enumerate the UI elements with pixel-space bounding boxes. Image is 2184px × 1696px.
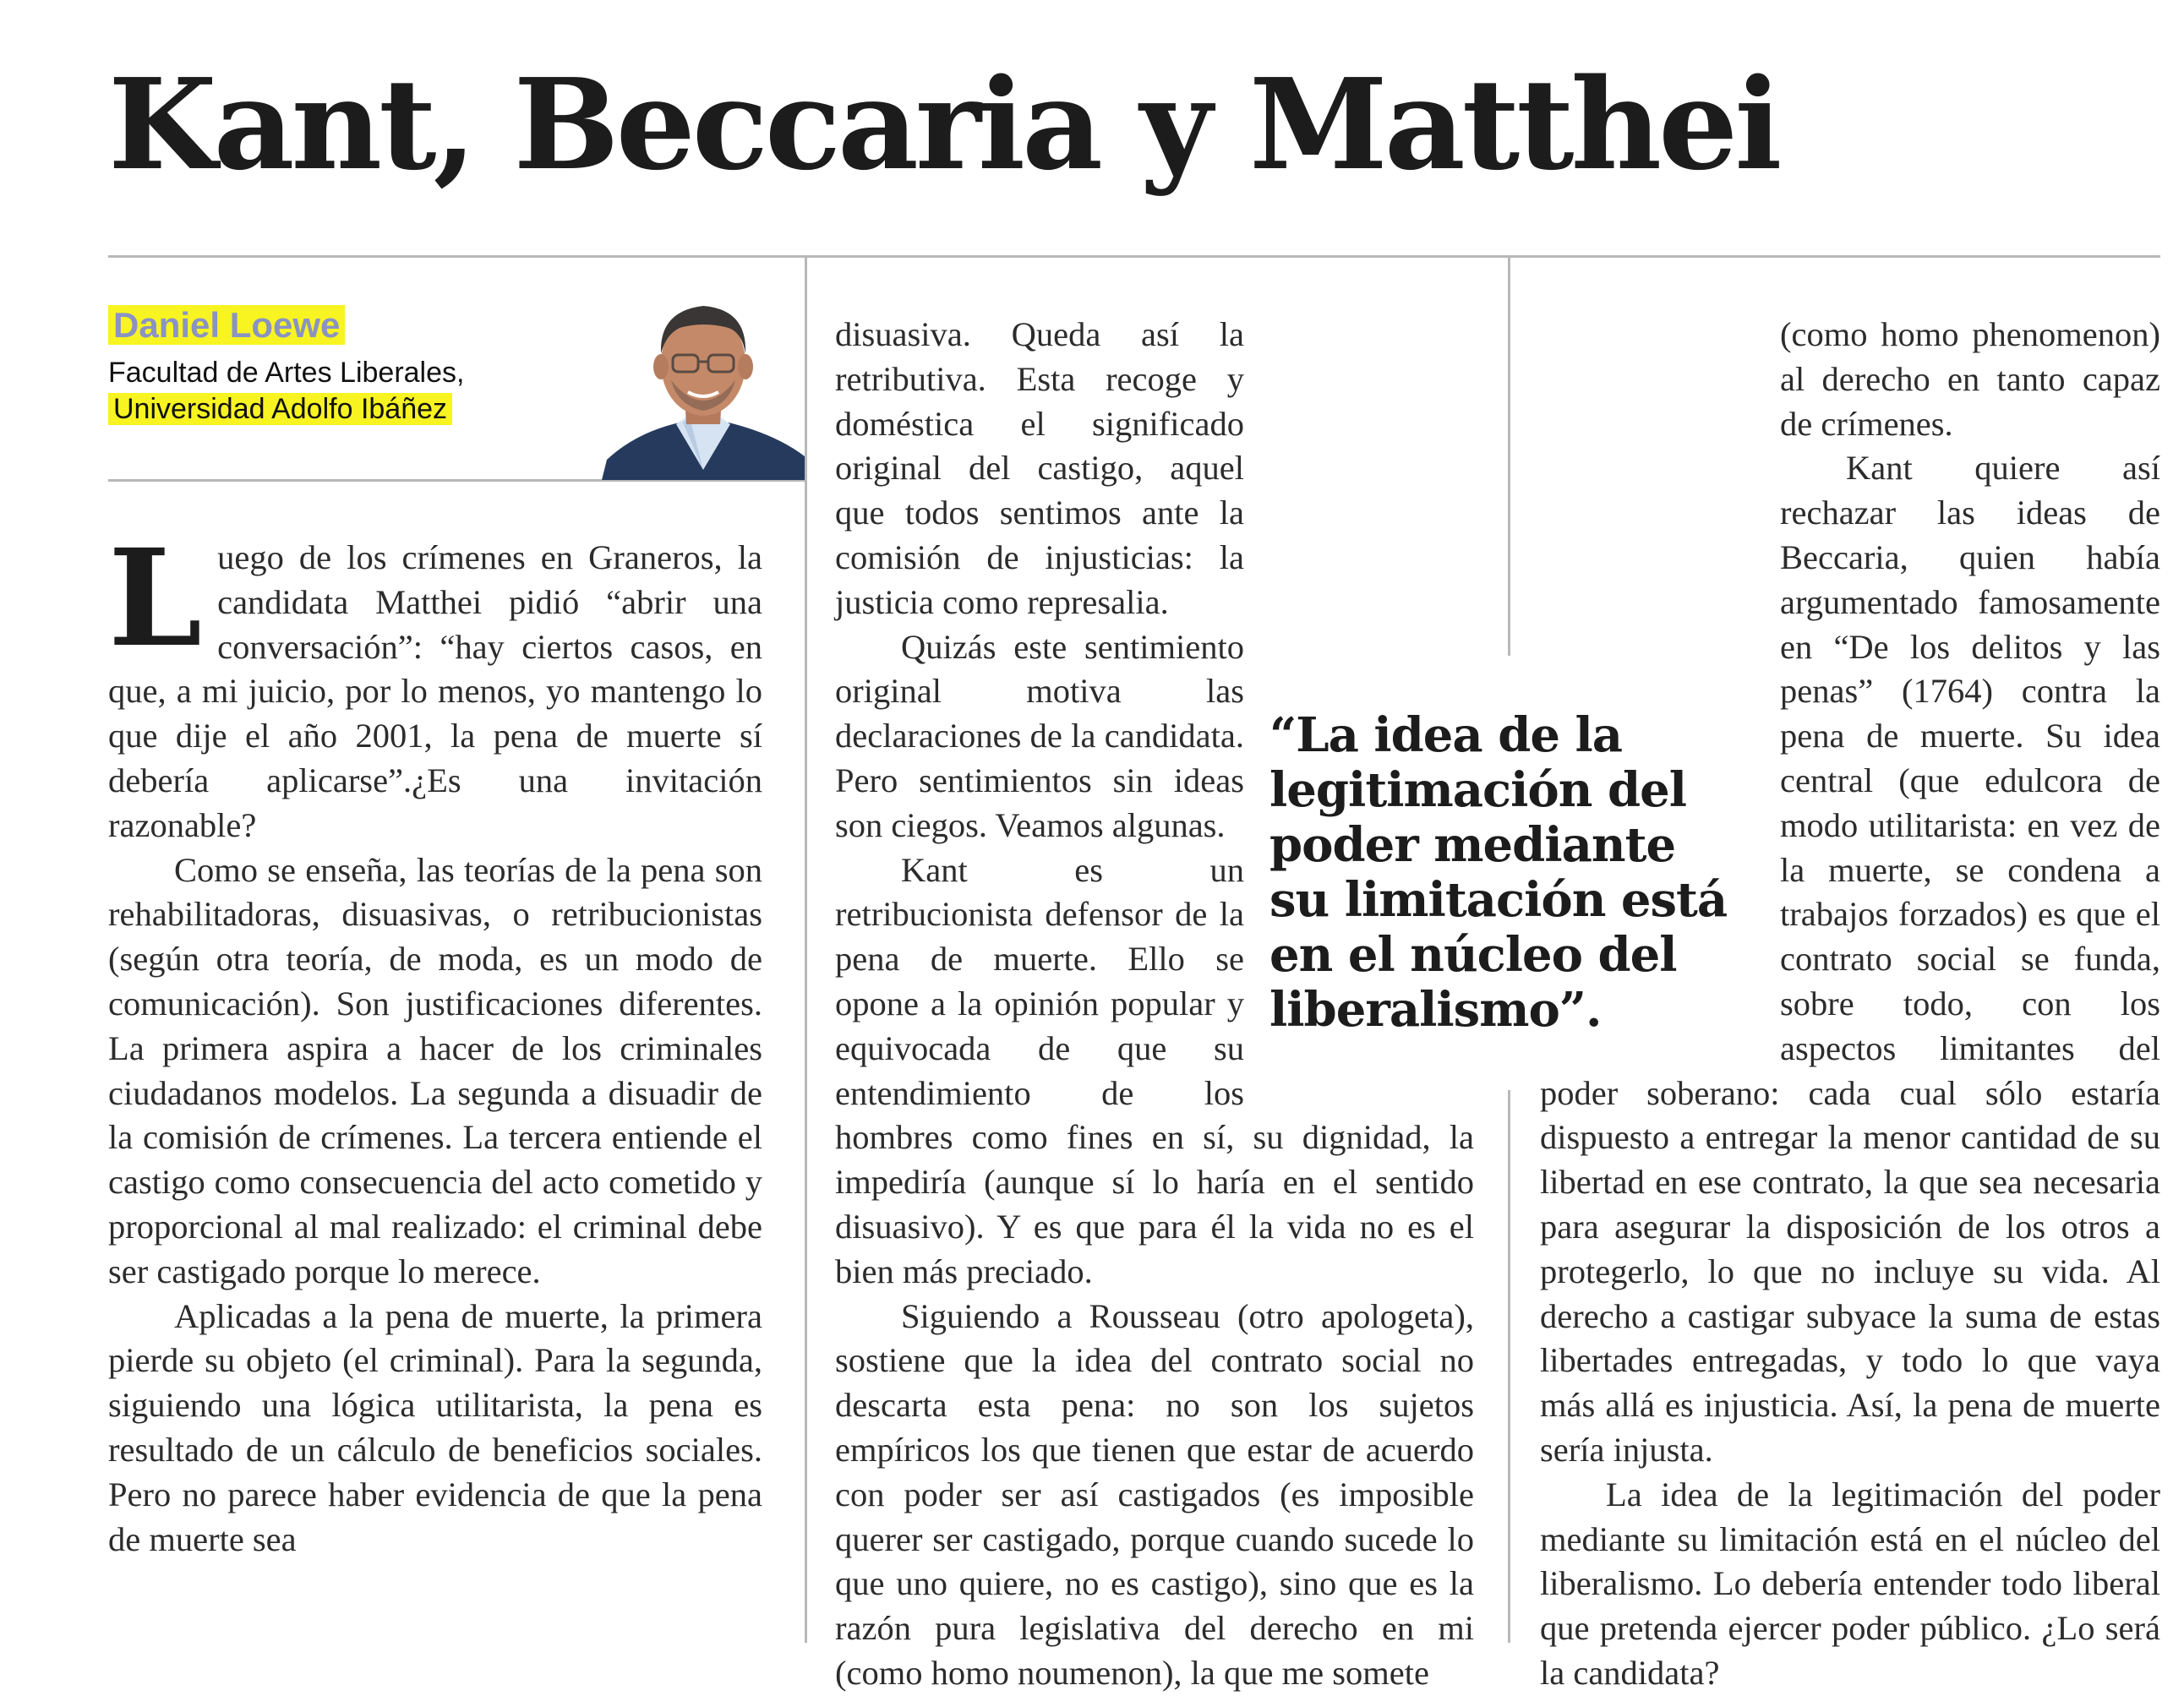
paragraph: Kant quiere así rechazar las ideas de Beccaria, quien había argumentado famosamente en “De los delitos y las penas” (1764) contra la pena de muerte. Su idea central (que edulcora de modo utilitarista: en vez de la muerte, se condena a trabajos forzados) es que el contrato social se funda, sobre todo, con los aspectos limitantes del poder soberano: cada cual sólo estaría dispuesto a entregar la menor cantidad de su libertad en ese contrato, la que sea necesaria para asegurar la disposición de los otros a protegerlo, lo que no incluye su vida. Al derecho a castigar subyace la suma de estas libertades entregadas, y todo lo que vaya más allá es injusticia. Así, la pena de muerte sería injusta. [1540, 449, 2160, 1469]
author-name: Daniel Loewe [108, 304, 464, 346]
article-headline: Kant, Beccaria y Matthei [108, 51, 1779, 198]
paragraph: Como se enseña, las teorías de la pena son rehabilitadoras, disuasivas, o retribucionistas (según otra teoría, de moda, es un modo de comunicación). Son justificaciones diferentes. La primera aspira a hacer de los criminales ciudadanos modelos. La segunda a disuadir de la comisión de crímenes. La tercera entiende el castigo como consecuencia del acto cometido y proporcional al mal realizado: el criminal debe ser castigado porque lo merece. [108, 850, 762, 1290]
paragraph: disuasiva. Queda así la retributiva. Esta recoge y doméstica el significado original del castigo, aquel que todos sentimos ante la comisión de injusticias: la justicia como represalia. [835, 315, 1244, 621]
affiliation-university: Universidad Adolfo Ibáñez [108, 393, 452, 425]
pull-quote: “La idea de la legitimación del poder mediante su limitación está en el núcleo del liberalismo”. [1269, 707, 1728, 1038]
author-affiliation [108, 355, 464, 427]
drop-cap: L [108, 521, 203, 677]
paragraph: Kant es un retribucionista defensor de la pena de muerte. Ello se opone a la opinión popular y equivocada de que su entendimiento de los hombres como fines en sí, su dignidad, la impediría (aunque sí lo haría en el sentido disuasivo). Y es que para él la vida no es el bien más preciado. [835, 850, 1474, 1290]
paragraph: La idea de la legitimación del poder mediante su limitación está en el núcleo del liberalismo. Lo debería entender todo liberal que pretenda ejercer poder público. ¿Lo será la candidata? [1540, 1475, 2160, 1692]
paragraph: Quizás este sentimiento original motiva las declaraciones de la candidata. Pero sentimientos sin ideas son ciegos. Veamos algunas. [835, 627, 1244, 844]
column-divider [1508, 257, 1510, 656]
paragraph: Siguiendo a Rousseau (otro apologeta), sostiene que la idea del contrato social no descarta esta pena: no son los sujetos empíricos los que tienen que estar de acuerdo con poder ser así castigados (es imposible querer ser castigado, porque cuando sucede lo que uno quiere, no es castigo), sino que es la razón pura legislativa del derecho en mi (como homo noumenon), la que me somete [835, 1296, 1474, 1692]
headline-divider [108, 255, 2160, 258]
column-divider [805, 257, 807, 1643]
author-photo [602, 279, 805, 480]
affiliation-faculty: Facultad de Artes Liberales, [108, 357, 465, 390]
byline [108, 304, 464, 427]
paragraph: (como homo phenomenon) al derecho en tanto capaz de crímenes. [1780, 315, 2160, 443]
article-column-1 [108, 521, 762, 1562]
column-divider [1508, 1090, 1510, 1643]
paragraph: Aplicadas a la pena de muerte, la primera pierde su objeto (el criminal). Para la segunda, siguiendo una lógica utilitarista, la pena es resultado de un cálculo de beneficios sociales. Pero no parece haber evidencia de que la pena de muerte sea [108, 1296, 762, 1558]
paragraph: uego de los crímenes en Graneros, la candidata Matthei pidió “abrir una conversación”: “hay ciertos casos, en que, a mi juicio, por lo menos, yo mantengo lo que dije el año 2001, la pena de muerte sí debería aplicarse”.¿Es una invitación razonable? [108, 538, 762, 844]
